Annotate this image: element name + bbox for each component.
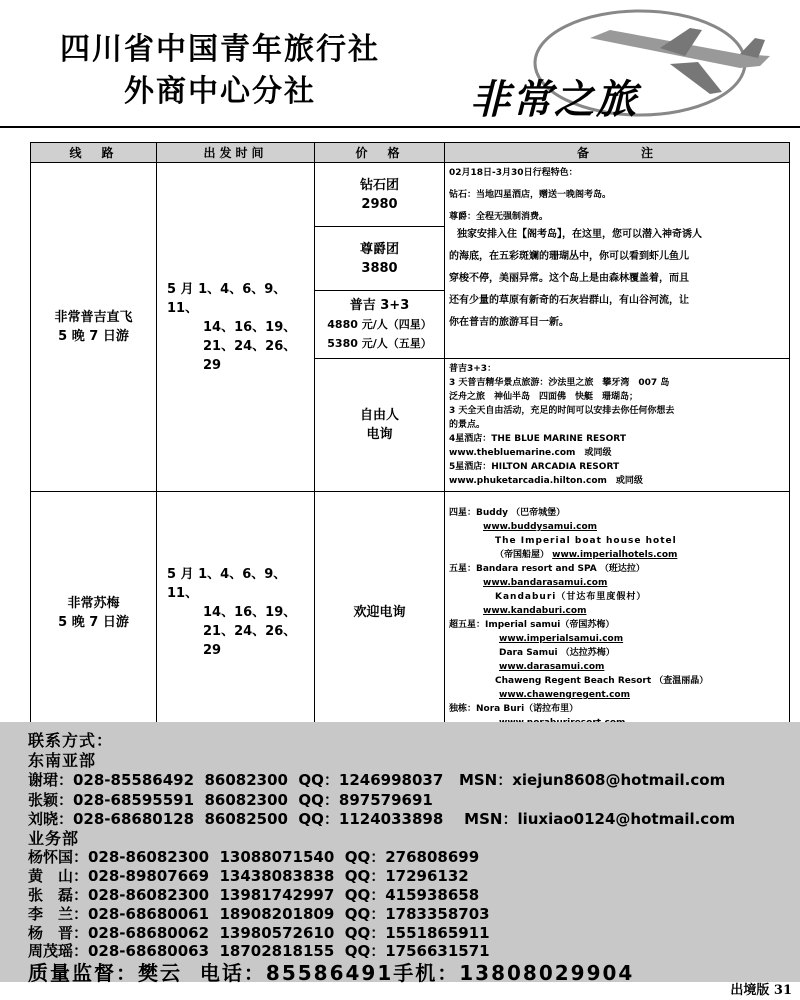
price-name: 普吉 3+3 [349, 298, 410, 313]
contact-line: 刘晓：028-68680128 86082500 QQ：1124033898 MSN：liuxiao0124@hotmail.com [28, 810, 736, 828]
agency-name: 四川省中国青年旅行社 [60, 32, 380, 67]
price-value: 4880 元/人（四星） [327, 318, 432, 331]
column-header-notes: 备 注 [445, 143, 790, 163]
note-line: 3 天全天自由活动，充足的时间可以安排去你任何你想去 [449, 406, 675, 416]
note-line: 3 天普吉精华景点旅游：沙法里之旅 攀牙湾 007 岛 [449, 378, 670, 388]
note-line: 独家安排入住【阁考岛】，在这里，您可以潜入神奇诱人 [457, 229, 702, 240]
hotel-link[interactable]: www.imperialsamui.com [499, 634, 624, 644]
route-phuket [31, 163, 157, 492]
dates-line: 14、16、19、 [203, 605, 297, 620]
dates-line: 14、16、19、 [203, 319, 297, 335]
notes-samui-hotels [445, 492, 790, 734]
note-line: 普吉3+3： [449, 364, 497, 374]
page-header [0, 0, 800, 128]
branch-name: 外商中心分社 [124, 74, 316, 109]
route-name: 非常普吉直飞 [54, 310, 133, 325]
route-samui [31, 492, 157, 734]
note-line: 的海底，在五彩斑斓的珊瑚丛中，你可以看到虾儿鱼儿 [449, 251, 689, 262]
price-free-travel [315, 359, 445, 492]
route-duration: 5 晚 7 日游 [58, 329, 129, 344]
departure-dates-samui [157, 492, 315, 734]
price-name: 自由人 [359, 408, 399, 423]
price-value: 2980 [361, 196, 398, 212]
note-line: 四星：Buddy （巴帝城堡） [449, 508, 566, 518]
price-name: 钻石团 [359, 177, 399, 193]
price-name: 尊爵团 [359, 241, 399, 257]
note-line: 五星：Bandara resort and SPA （班达拉） [449, 564, 645, 574]
note-line: 超五星：Imperial samui（帝国苏梅） [449, 620, 615, 630]
contact-section [0, 722, 800, 985]
note-line: 尊爵：全程无强制消费。 [449, 212, 549, 222]
note-line: www.thebluemarine.com 或同级 [449, 448, 612, 458]
contact-line: 谢珺：028-85586492 86082300 QQ：1246998037 MSN：xiejun8608@hotmail.com [28, 771, 726, 789]
note-line: 5星酒店：HILTON ARCADIA RESORT [449, 462, 620, 472]
price-value: 3880 [361, 260, 398, 276]
dates-line: 21、24、26、 [203, 624, 297, 639]
dates-line: 29 [203, 643, 222, 658]
hotel-link[interactable]: www.kandaburi.com [483, 606, 587, 616]
note-line: 02月18日-3月30日行程特色： [449, 168, 578, 178]
dates-line: 5 月 1、4、6、9、11、 [167, 281, 287, 316]
note-line: 4星酒店：THE BLUE MARINE RESORT [449, 434, 626, 444]
note-line: The Imperial boat house hotel [495, 536, 677, 546]
hotel-link[interactable]: www.imperialhotels.com [552, 550, 678, 560]
contact-line: 张颖：028-68595591 86082300 QQ：897579691 [28, 791, 433, 809]
price-premium [315, 227, 445, 291]
page-number: 出境版 31 [730, 983, 792, 998]
table-row [31, 492, 790, 734]
contact-line: 李 兰：028-68680061 18908201809 QQ：1783358703 [28, 905, 490, 923]
price-value: 5380 元/人（五星） [327, 337, 432, 350]
note-line: 你在普吉的旅游耳目一新。 [449, 317, 569, 328]
notes-phuket-packages [445, 163, 790, 359]
hotel-link[interactable]: www.chawengregent.com [499, 690, 630, 700]
contact-line: 黄 山：028-89807669 13438083838 QQ：17296132 [28, 867, 469, 885]
note-line: 钻石：当地四星酒店，赠送一晚阁考岛。 [449, 190, 612, 200]
price-phuket-3plus3 [315, 291, 445, 359]
dept-southeast-asia: 东南亚部 [28, 751, 97, 770]
departure-dates-phuket [157, 163, 315, 492]
note-line: 的景点。 [449, 420, 486, 430]
note-line: www.phuketarcadia.hilton.com 或同级 [449, 476, 643, 486]
contact-line: 杨 晋：028-68680062 13980572610 QQ：1551865911 [28, 924, 490, 942]
note-line: 还有少量的草原有新奇的石灰岩群山，有山谷河流，让 [449, 295, 689, 306]
note-line: Dara Samui （达拉苏梅） [499, 648, 615, 658]
column-header-route: 线 路 [31, 143, 157, 163]
route-name: 非常苏梅 [67, 595, 120, 611]
contact-line: 杨怀国：028-86082300 13088071540 QQ：276808699 [28, 848, 480, 866]
note-line: （帝国船屋） [495, 550, 550, 560]
note-line: Chaweng Regent Beach Resort （查温丽晶） [495, 676, 709, 686]
hotel-link[interactable]: www.bandarasamui.com [483, 578, 608, 588]
dates-line: 21、24、26、 [203, 338, 297, 354]
table-header-row [31, 143, 790, 163]
dates-line: 5 月 1、4、6、9、11、 [167, 567, 287, 601]
contact-title: 联系方式： [28, 731, 114, 750]
dept-business: 业务部 [28, 829, 80, 848]
note-line: 独栋：Nora Buri（诺拉布里） [449, 704, 579, 714]
table-row [31, 163, 790, 227]
column-header-departure: 出发时间 [157, 143, 315, 163]
note-line: 穿梭不停，美丽异常。这个岛上是由森林覆盖着，而且 [449, 273, 689, 284]
price-value: 电询 [366, 427, 393, 442]
note-line: 泛舟之旅 神仙半岛 四面佛 快艇 珊瑚岛； [449, 392, 639, 402]
notes-phuket-3plus3 [445, 359, 790, 492]
contact-line: 张 磊：028-86082300 13981742997 QQ：415938658 [28, 886, 480, 904]
price-samui: 欢迎电询 [315, 492, 445, 734]
note-line: Kandaburi（甘达布里度假村） [495, 592, 647, 602]
quality-supervisor: 质量监督：樊云 电话：85586491手机：13808029904 [28, 961, 635, 985]
column-header-price: 价 格 [315, 143, 445, 163]
hotel-link[interactable]: www.darasamui.com [499, 662, 605, 672]
itinerary-table [30, 142, 790, 734]
contact-line: 周茂瑶：028-68680063 18702818155 QQ：1756631571 [28, 942, 490, 960]
price-diamond [315, 163, 445, 227]
dates-line: 29 [203, 357, 222, 373]
logo-text: 非常之旅 [470, 76, 638, 123]
hotel-link[interactable]: www.buddysamui.com [483, 522, 598, 532]
route-duration: 5 晚 7 日游 [58, 614, 129, 630]
